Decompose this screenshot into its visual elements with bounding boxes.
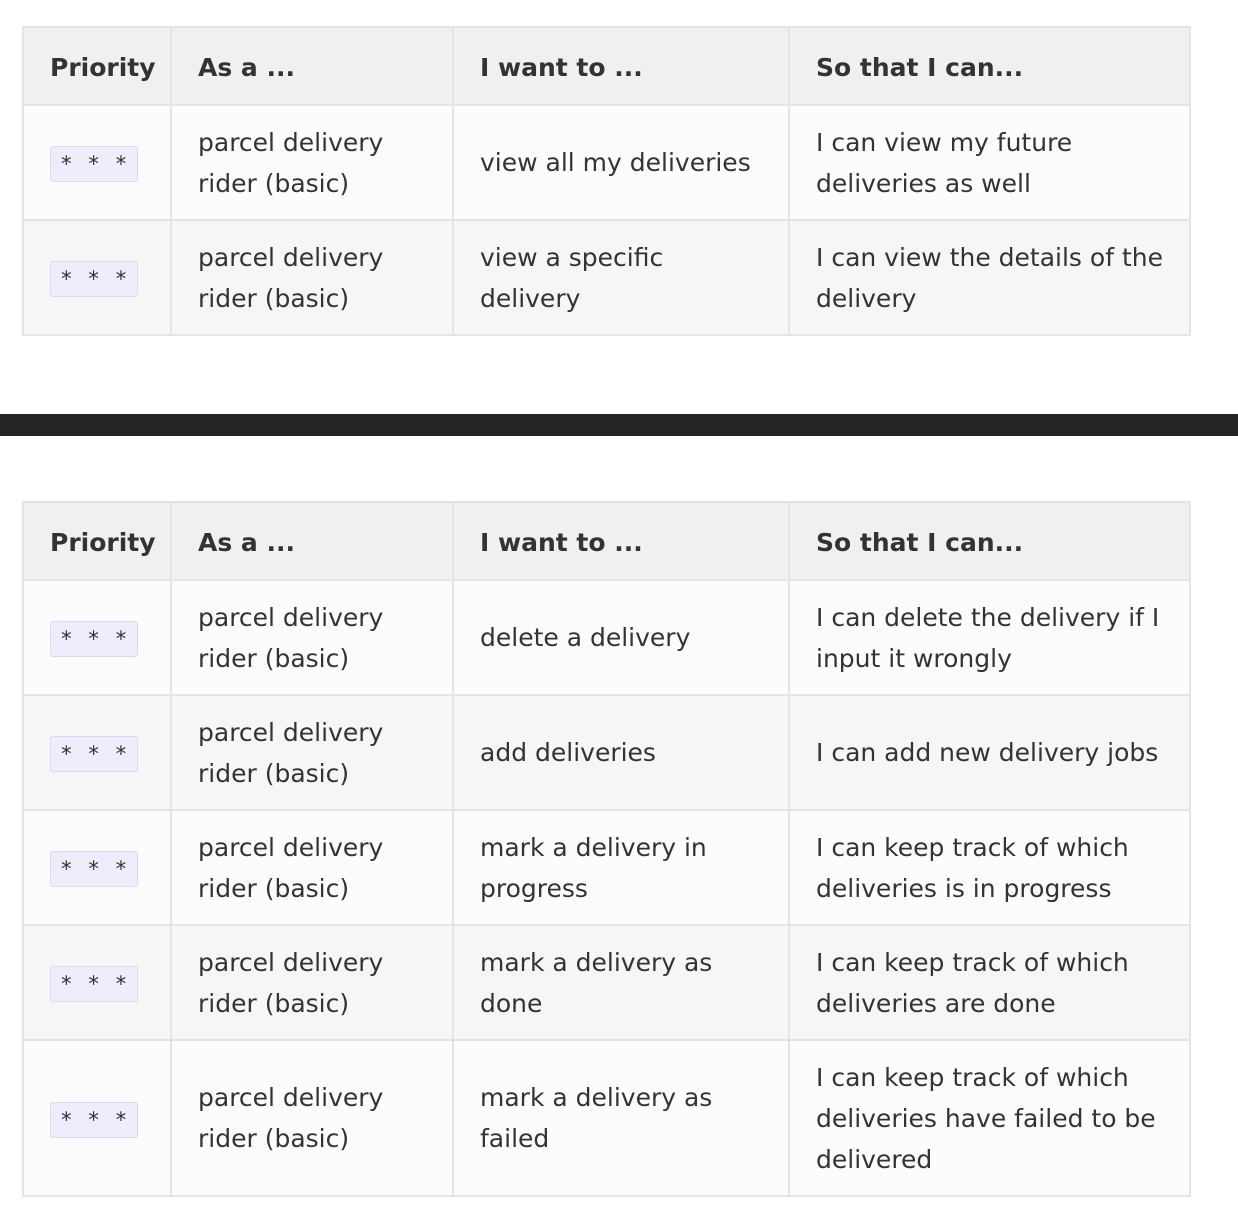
so-that-cell: I can view the details of the delivery: [789, 220, 1190, 335]
table-row: [23, 925, 1190, 1040]
as-a-cell: parcel delivery rider (basic): [171, 925, 453, 1040]
table-row: [23, 580, 1190, 695]
i-want-to-cell: add deliveries: [453, 695, 789, 810]
as-a-cell: parcel delivery rider (basic): [171, 1040, 453, 1196]
priority-badge: * * *: [50, 261, 138, 297]
i-want-to-cell: mark a delivery in progress: [453, 810, 789, 925]
as-a-cell: parcel delivery rider (basic): [171, 580, 453, 695]
header-priority: Priority: [23, 27, 171, 105]
header-i-want-to: I want to ...: [453, 27, 789, 105]
priority-cell: [23, 695, 171, 810]
priority-cell: [23, 1040, 171, 1196]
user-stories-table-top: [22, 26, 1191, 336]
priority-cell: [23, 105, 171, 220]
i-want-to-cell: mark a delivery as failed: [453, 1040, 789, 1196]
header-i-want-to: I want to ...: [453, 502, 789, 580]
as-a-cell: parcel delivery rider (basic): [171, 105, 453, 220]
table-row: [23, 1040, 1190, 1196]
header-priority: Priority: [23, 502, 171, 580]
priority-badge: * * *: [50, 851, 138, 887]
table-header-row: [23, 27, 1190, 105]
header-as-a: As a ...: [171, 27, 453, 105]
priority-badge: * * *: [50, 621, 138, 657]
so-that-cell: I can keep track of which deliveries is in progress: [789, 810, 1190, 925]
priority-badge: * * *: [50, 146, 138, 182]
top-screenshot-panel: [0, 0, 1215, 348]
priority-cell: [23, 580, 171, 695]
priority-badge: * * *: [50, 1102, 138, 1138]
so-that-cell: I can keep track of which deliveries are done: [789, 925, 1190, 1040]
so-that-cell: I can view my future deliveries as well: [789, 105, 1190, 220]
as-a-cell: parcel delivery rider (basic): [171, 220, 453, 335]
header-so-that: So that I can...: [789, 27, 1190, 105]
so-that-cell: I can add new delivery jobs: [789, 695, 1190, 810]
priority-cell: [23, 925, 171, 1040]
table-row: [23, 695, 1190, 810]
table-row: [23, 105, 1190, 220]
as-a-cell: parcel delivery rider (basic): [171, 810, 453, 925]
i-want-to-cell: delete a delivery: [453, 580, 789, 695]
user-stories-table-bottom: [22, 501, 1191, 1197]
so-that-cell: I can delete the delivery if I input it wrongly: [789, 580, 1190, 695]
bottom-screenshot-panel: [0, 436, 1215, 1218]
i-want-to-cell: view all my deliveries: [453, 105, 789, 220]
priority-cell: [23, 810, 171, 925]
table-row: [23, 220, 1190, 335]
so-that-cell: I can keep track of which deliveries have failed to be delivered: [789, 1040, 1190, 1196]
priority-badge: * * *: [50, 966, 138, 1002]
priority-cell: [23, 220, 171, 335]
priority-badge: * * *: [50, 736, 138, 772]
i-want-to-cell: view a specific delivery: [453, 220, 789, 335]
i-want-to-cell: mark a delivery as done: [453, 925, 789, 1040]
header-so-that: So that I can...: [789, 502, 1190, 580]
table-row: [23, 810, 1190, 925]
panel-divider: [0, 414, 1238, 436]
table-header-row: [23, 502, 1190, 580]
as-a-cell: parcel delivery rider (basic): [171, 695, 453, 810]
header-as-a: As a ...: [171, 502, 453, 580]
